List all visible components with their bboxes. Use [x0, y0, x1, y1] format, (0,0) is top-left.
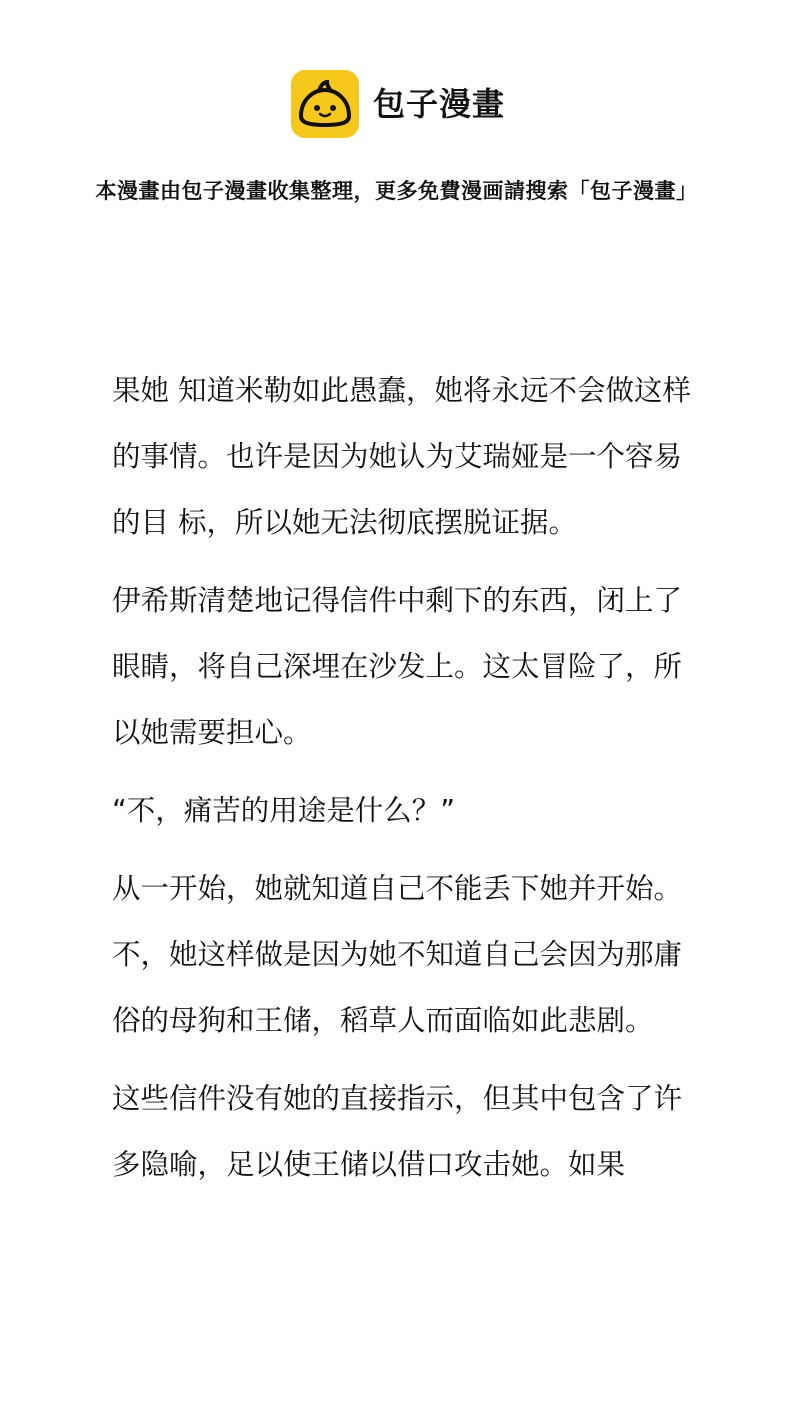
brand-logo[interactable]: [291, 70, 505, 138]
brand-name: 包子漫畫: [373, 85, 506, 123]
paragraph-3: “不，痛苦的用途是什么？”: [112, 794, 456, 827]
article-body: [112, 358, 692, 1210]
steamed-bun-icon: [291, 70, 359, 138]
paragraph-1: 果她 知道米勒如此愚蠢，她将永远不会做这样的事情。也许是因为她认为艾瑞娅是一个容易的目 标，所以她无法彻底摆脱证据。: [112, 374, 692, 539]
paragraph-4: 从一开始，她就知道自己不能丢下她并开始。不，她这样做是因为她不知道自己会因为那庸 俗的母狗和王储，稻草人而面临如此悲剧。: [112, 872, 692, 1037]
site-header: [0, 70, 793, 140]
paragraph-5: 这些信件没有她的直接指示，但其中包含了许多隐喻，足以使王储以借口攻击她。如果: [112, 1082, 683, 1181]
source-notice: 本漫畫由包子漫畫收集整理，更多免費漫画請搜索「包子漫畫」: [95, 179, 698, 203]
paragraph-2: 伊希斯清楚地记得信件中剩下的东西，闭上了眼睛，将自己深埋在沙发上。这太冒险了，所 以她需要担心。: [112, 584, 692, 749]
